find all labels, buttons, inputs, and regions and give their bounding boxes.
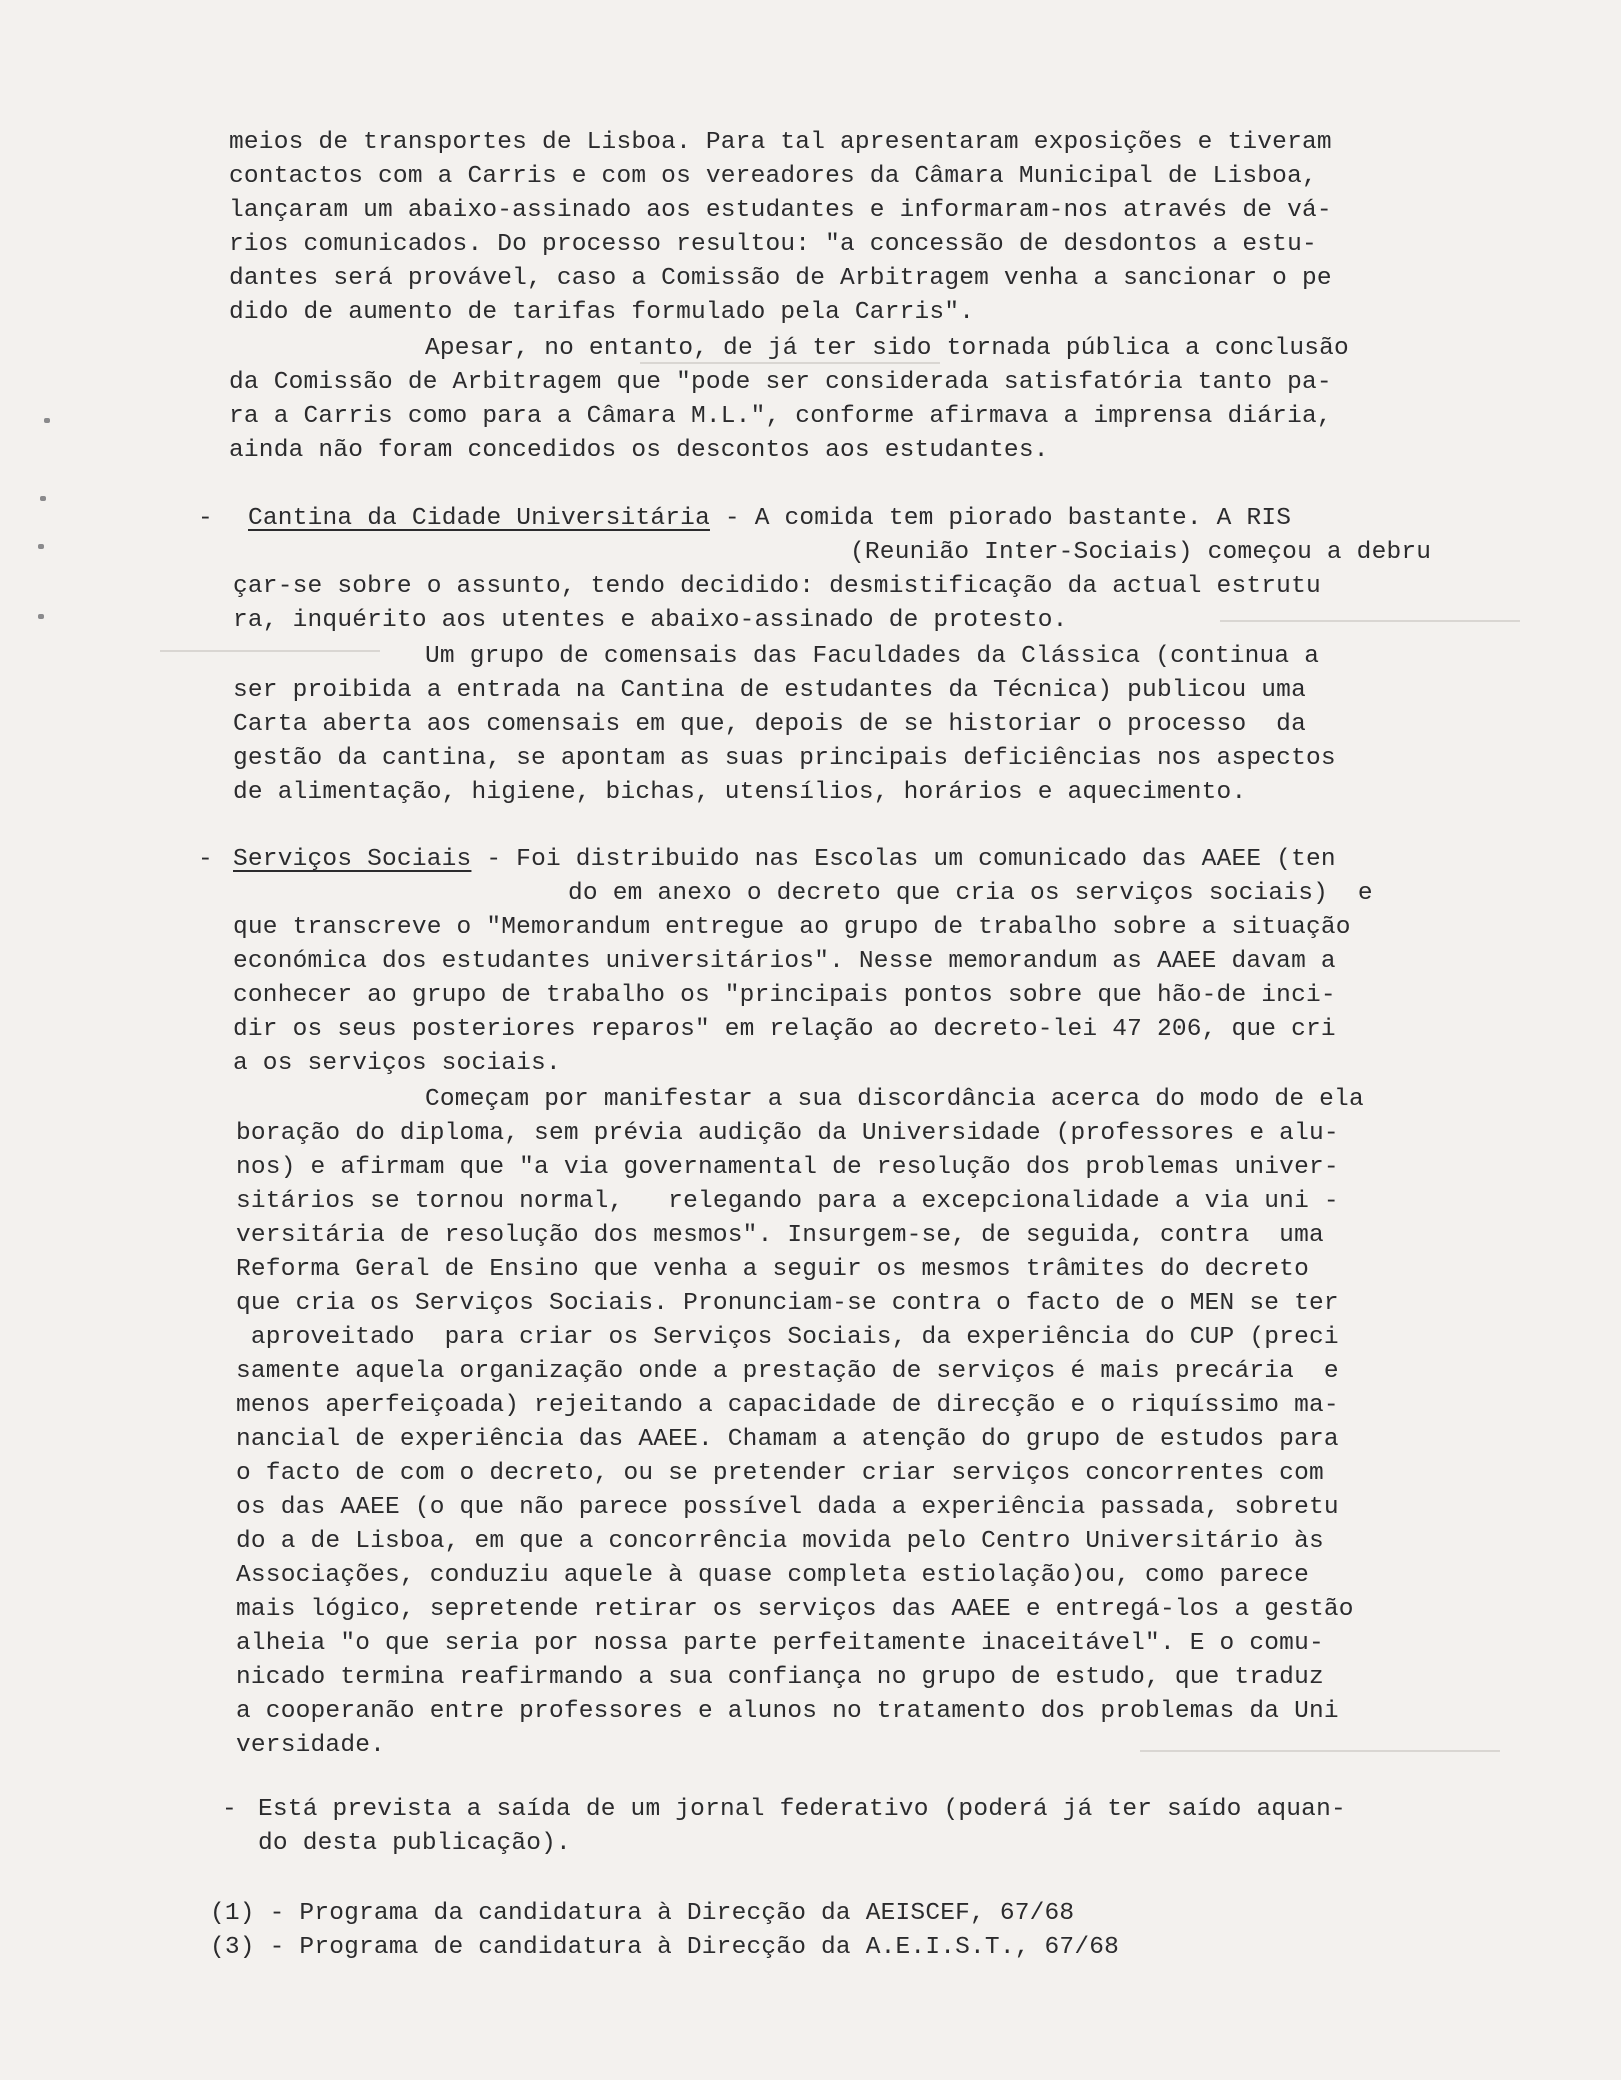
margin-speck	[38, 614, 44, 619]
section-heading-servicos: Serviços Sociais	[233, 846, 472, 873]
section-dash: -	[222, 1796, 237, 1823]
text-line: dido de aumento de tarifas formulado pela Carris".	[229, 299, 975, 326]
text-run: - A comida tem piorado bastante. A RIS	[709, 505, 1292, 532]
margin-speck	[44, 418, 50, 423]
text-line: os das AAEE (o que não parece possível dada a experiência passada, sobretu	[236, 1494, 1339, 1521]
text-line: da Comissão de Arbitragem que "pode ser considerada satisfatória tanto pa-	[229, 369, 1332, 396]
text-line: ra a Carris como para a Câmara M.L.", conforme afirmava a imprensa diária,	[229, 403, 1332, 430]
margin-speck	[38, 544, 44, 549]
text-line: do a de Lisboa, em que a concorrência movida pelo Centro Universitário às	[236, 1528, 1324, 1555]
servicos-first-line	[233, 843, 1336, 877]
footnote: (1) - Programa da candidatura à Direcção da AEISCEF, 67/68	[210, 1900, 1075, 1927]
text-line: nicado termina reafirmando a sua confiança no grupo de estudo, que traduz	[236, 1664, 1324, 1691]
text-line: Associações, conduziu aquele à quase completa estiolação)ou, como parece	[236, 1562, 1309, 1589]
text-line: Está prevista a saída de um jornal federativo (poderá já ter saído aquan-	[258, 1796, 1346, 1823]
text-line: nos) e afirmam que "a via governamental de resolução dos problemas univer-	[236, 1154, 1339, 1181]
margin-speck	[40, 496, 46, 501]
text-line: ser proibida a entrada na Cantina de estudantes da Técnica) publicou uma	[233, 677, 1306, 704]
text-line: Um grupo de comensais das Faculdades da Clássica (continua a	[425, 643, 1320, 670]
text-line: económica dos estudantes universitários". Nesse memorandum as AAEE davam a	[233, 948, 1336, 975]
text-run: - Foi distribuido nas Escolas um comunicado das AAEE (ten	[471, 846, 1336, 873]
cantina-first-line	[248, 502, 1291, 536]
text-line: ainda não foram concedidos os descontos aos estudantes.	[229, 437, 1049, 464]
text-line: gestão da cantina, se apontam as suas principais deficiências nos aspectos	[233, 745, 1336, 772]
text-line: Reforma Geral de Ensino que venha a seguir os mesmos trâmites do decreto	[236, 1256, 1309, 1283]
text-line: samente aquela organização onde a prestação de serviços é mais precária e	[236, 1358, 1339, 1385]
text-line: alheia "o que seria por nossa parte perfeitamente inaceitável". E o comu-	[236, 1630, 1324, 1657]
text-line: Começam por manifestar a sua discordância acerca do modo de ela	[425, 1086, 1364, 1113]
text-line: nancial de experiência das AAEE. Chamam a atenção do grupo de estudos para	[236, 1426, 1339, 1453]
text-line: (Reunião Inter-Sociais) começou a debru	[850, 539, 1432, 566]
text-line: que transcreve o "Memorandum entregue ao grupo de trabalho sobre a situação	[233, 914, 1351, 941]
text-line: versitária de resolução dos mesmos". Insurgem-se, de seguida, contra uma	[236, 1222, 1324, 1249]
text-line: mais lógico, sepretende retirar os serviços das AAEE e entregá-los a gestão	[236, 1596, 1354, 1623]
text-line: a os serviços sociais.	[233, 1050, 561, 1077]
text-line: menos aperfeiçoada) rejeitando a capacidade de direcção e o riquíssimo ma-	[236, 1392, 1339, 1419]
text-line: dir os seus posteriores reparos" em relação ao decreto-lei 47 206, que cri	[233, 1016, 1336, 1043]
section-dash: -	[198, 846, 213, 873]
text-line: conhecer ao grupo de trabalho os "principais pontos sobre que hão-de inci-	[233, 982, 1336, 1009]
text-line: versidade.	[236, 1732, 386, 1759]
footnote: (3) - Programa de candidatura à Direcção da A.E.I.S.T., 67/68	[210, 1934, 1120, 1961]
text-line: do desta publicação).	[258, 1830, 571, 1857]
bleed-through-trace	[1220, 620, 1520, 622]
text-line: o facto de com o decreto, ou se pretender criar serviços concorrentes com	[236, 1460, 1324, 1487]
text-line: boração do diploma, sem prévia audição da Universidade (professores e alu-	[236, 1120, 1339, 1147]
text-line: lançaram um abaixo-assinado aos estudantes e informaram-nos através de vá-	[229, 197, 1332, 224]
text-line: dantes será provável, caso a Comissão de Arbitragem venha a sancionar o pe	[229, 265, 1332, 292]
text-line: a cooperanão entre professores e alunos no tratamento dos problemas da Uni	[236, 1698, 1339, 1725]
text-line: Carta aberta aos comensais em que, depois de se historiar o processo da	[233, 711, 1306, 738]
text-line: que cria os Serviços Sociais. Pronunciam-se contra o facto de o MEN se ter	[236, 1290, 1339, 1317]
text-line: de alimentação, higiene, bichas, utensílios, horários e aquecimento.	[233, 779, 1247, 806]
text-line: sitários se tornou normal, relegando para a excepcionalidade a via uni -	[236, 1188, 1339, 1215]
bleed-through-trace	[160, 650, 380, 652]
text-line: rios comunicados. Do processo resultou: "a concessão de desdontos a estu-	[229, 231, 1317, 258]
text-line: meios de transportes de Lisboa. Para tal apresentaram exposições e tiveram	[229, 129, 1332, 156]
text-line: ra, inquérito aos utentes e abaixo-assinado de protesto.	[233, 607, 1068, 634]
text-line: çar-se sobre o assunto, tendo decidido: desmistificação da actual estrutu	[233, 573, 1321, 600]
text-line: Apesar, no entanto, de já ter sido tornada pública a conclusão	[425, 335, 1349, 362]
text-line: do em anexo o decreto que cria os serviços sociais) e	[568, 880, 1373, 907]
section-dash: -	[198, 505, 213, 532]
bleed-through-trace	[1140, 1750, 1500, 1752]
text-line: contactos com a Carris e com os vereadores da Câmara Municipal de Lisboa,	[229, 163, 1317, 190]
text-line: aproveitado para criar os Serviços Sociais, da experiência do CUP (preci	[236, 1324, 1339, 1351]
section-heading-cantina: Cantina da Cidade Universitária	[248, 505, 710, 532]
